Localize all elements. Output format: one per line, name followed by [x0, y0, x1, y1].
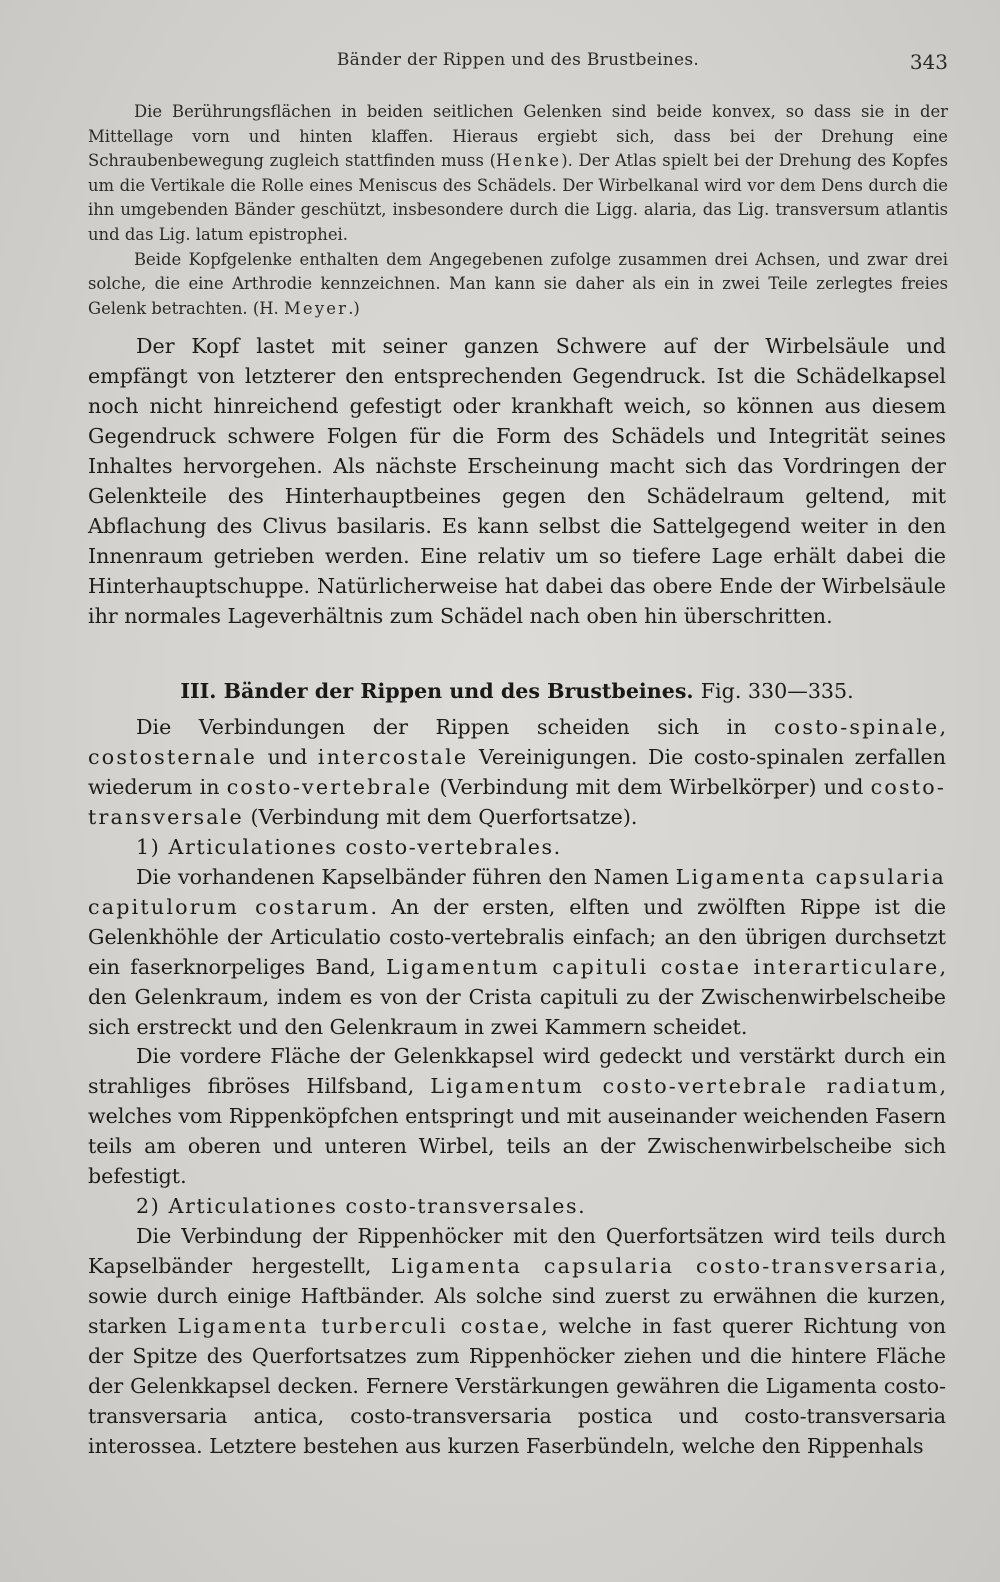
section-title: III. Bänder der Rippen und des Brustbeines.	[180, 679, 694, 703]
author-name: Henke	[496, 151, 562, 171]
term: costosternale	[88, 744, 257, 769]
text-run: ,	[939, 715, 946, 739]
subsection-heading: 2) Articulationes costo-transversales.	[136, 1194, 587, 1219]
text-run: .)	[348, 298, 360, 318]
text-run: , sowie durch einige Haftbänder. Als solche sind zuerst zu erwähnen die kurzen, starken	[88, 1254, 946, 1339]
small-paragraph	[88, 100, 948, 248]
term: Ligamenta capsularia capitulorum costarum	[88, 864, 946, 919]
term: Ligamentum capituli costae interarticulare	[386, 954, 940, 979]
running-head: Bänder der Rippen und des Brustbeines.	[336, 50, 700, 70]
term: costo-transversale	[88, 774, 946, 829]
text-run: Die Berührungsflächen in beiden seitlichen Gelenken sind beide konvex, so dass sie in der Mittellage vorn und hinten klaffen. Hieraus ergiebt sich, dass bei der Drehung eine Schraubenbewegung zugleich stattfinden muss (	[88, 102, 948, 171]
text-run: , welches vom Rippenköpfchen entspringt und mit auseinander weichenden Fasern teils am oberen und unteren Wirbel, teils an der Zwischenwirbelscheibe sich befestigt.	[88, 1074, 946, 1189]
author-name: Meyer	[283, 298, 349, 318]
text-run: (Verbindung mit dem Querfortsatze).	[243, 804, 638, 829]
body-paragraph	[88, 1222, 946, 1462]
small-paragraph	[88, 248, 948, 322]
text-run: , welche in fast querer Richtung von der Spitze des Querfortsatzes zum Rippenhöcker ziehen und die hintere Fläche der Gelenkkapsel decken. Fernere Verstärkungen gewähren die Ligamenta costo-transversaria antica, costo-transversaria postica und costo-transversaria interossea. Letztere bestehen aus kurzen Faserbündeln, welche den Rippenhals	[88, 1314, 946, 1458]
term: Ligamenta capsularia costo-transversaria	[391, 1254, 940, 1279]
page-number: 343	[909, 50, 948, 74]
body-paragraph: Der Kopf lastet mit seiner ganzen Schwere auf der Wirbelsäule und empfängt von letzterer den entsprechenden Gegendruck. Ist die Schädelkapsel noch nicht hinreichend gefestigt oder krankhaft weich, so können aus diesem Gegendruck schwere Folgen für die Form des Schädels und Integrität seines Inhaltes hervorgehen. Als nächste Erscheinung macht sich das Vordringen der Gelenkteile des Hinterhauptbeines gegen den Schädelraum geltend, mit Abflachung des Clivus basilaris. Es kann selbst die Sattelgegend weiter in den Innenraum getrieben werden. Eine relativ um so tiefere Lage erhält dabei die Hinterhauptschuppe. Natürlicherweise hat dabei das obere Ende der Wirbelsäule ihr normales Lageverhältnis zum Schädel nach oben hin überschritten.	[88, 334, 946, 629]
body-paragraph	[88, 1042, 946, 1192]
text-run: ). Der Atlas spielt bei der Drehung des Kopfes um die Vertikale die Rolle eines Meniscus des Schädels. Der Wirbelkanal wird vor dem Dens durch die ihn umgebenden Bänder geschützt, insbesondere durch die Ligg. alaria, das Lig. transversum atlantis und das Lig. latum epistrophei.	[88, 151, 948, 244]
text-run: Die vordere Fläche der Gelenkkapsel wird gedeckt und verstärkt durch ein strahliges fibröses Hilfsband,	[88, 1044, 946, 1099]
term: intercostale	[317, 744, 469, 769]
text-run: Die vorhandenen Kapselbänder führen den Namen	[136, 864, 676, 889]
text-run: (Verbindung mit dem Wirbelkörper) und	[432, 774, 871, 799]
text-run: , den Gelenkraum, indem es von der Crista capituli zu der Zwischenwirbelscheibe sich erstreckt und den Gelenkraum in zwei Kammern scheidet.	[88, 954, 946, 1039]
body-paragraph	[88, 713, 946, 833]
section-ribs	[88, 676, 946, 1462]
body-paragraph	[88, 863, 946, 1043]
text-run: . An der ersten, elften und zwölften Rippe ist die Gelenkhöhle der Articulatio costo-vertebralis einfach; an den übrigen durchsetzt ein faserknorpeliges Band,	[88, 894, 947, 979]
text-run: Vereinigungen. Die costo-spinalen zerfallen wiederum in	[88, 744, 946, 799]
subsection-heading: 1) Articulationes costo-vertebrales.	[136, 834, 562, 859]
text-run: Die Verbindung der Rippenhöcker mit den Querfortsätzen wird teils durch Kapselbänder hergestellt,	[88, 1224, 946, 1279]
term: costo-vertebrale	[226, 774, 433, 799]
term: Ligamentum costo-vertebrale radiatum	[430, 1074, 940, 1099]
main-text-block	[88, 331, 946, 631]
text-run: Die Verbindungen der Rippen scheiden sich in	[136, 715, 775, 739]
page-header	[88, 50, 948, 76]
figure-reference: Fig. 330—335.	[700, 679, 854, 703]
term: Ligamenta turberculi costae	[177, 1314, 542, 1339]
text-run: Beide Kopfgelenke enthalten dem Angegebenen zufolge zusammen drei Achsen, und zwar drei solche, die eine Arthrodie kennzeichnen. Man kann sie daher als ein in zwei Teile zerlegtes freies Gelenk betrachten. (H.	[88, 249, 948, 318]
term: costo-spinale	[774, 715, 940, 739]
section-heading	[88, 676, 946, 706]
text-run: und	[256, 744, 318, 769]
small-print-block	[88, 100, 948, 321]
